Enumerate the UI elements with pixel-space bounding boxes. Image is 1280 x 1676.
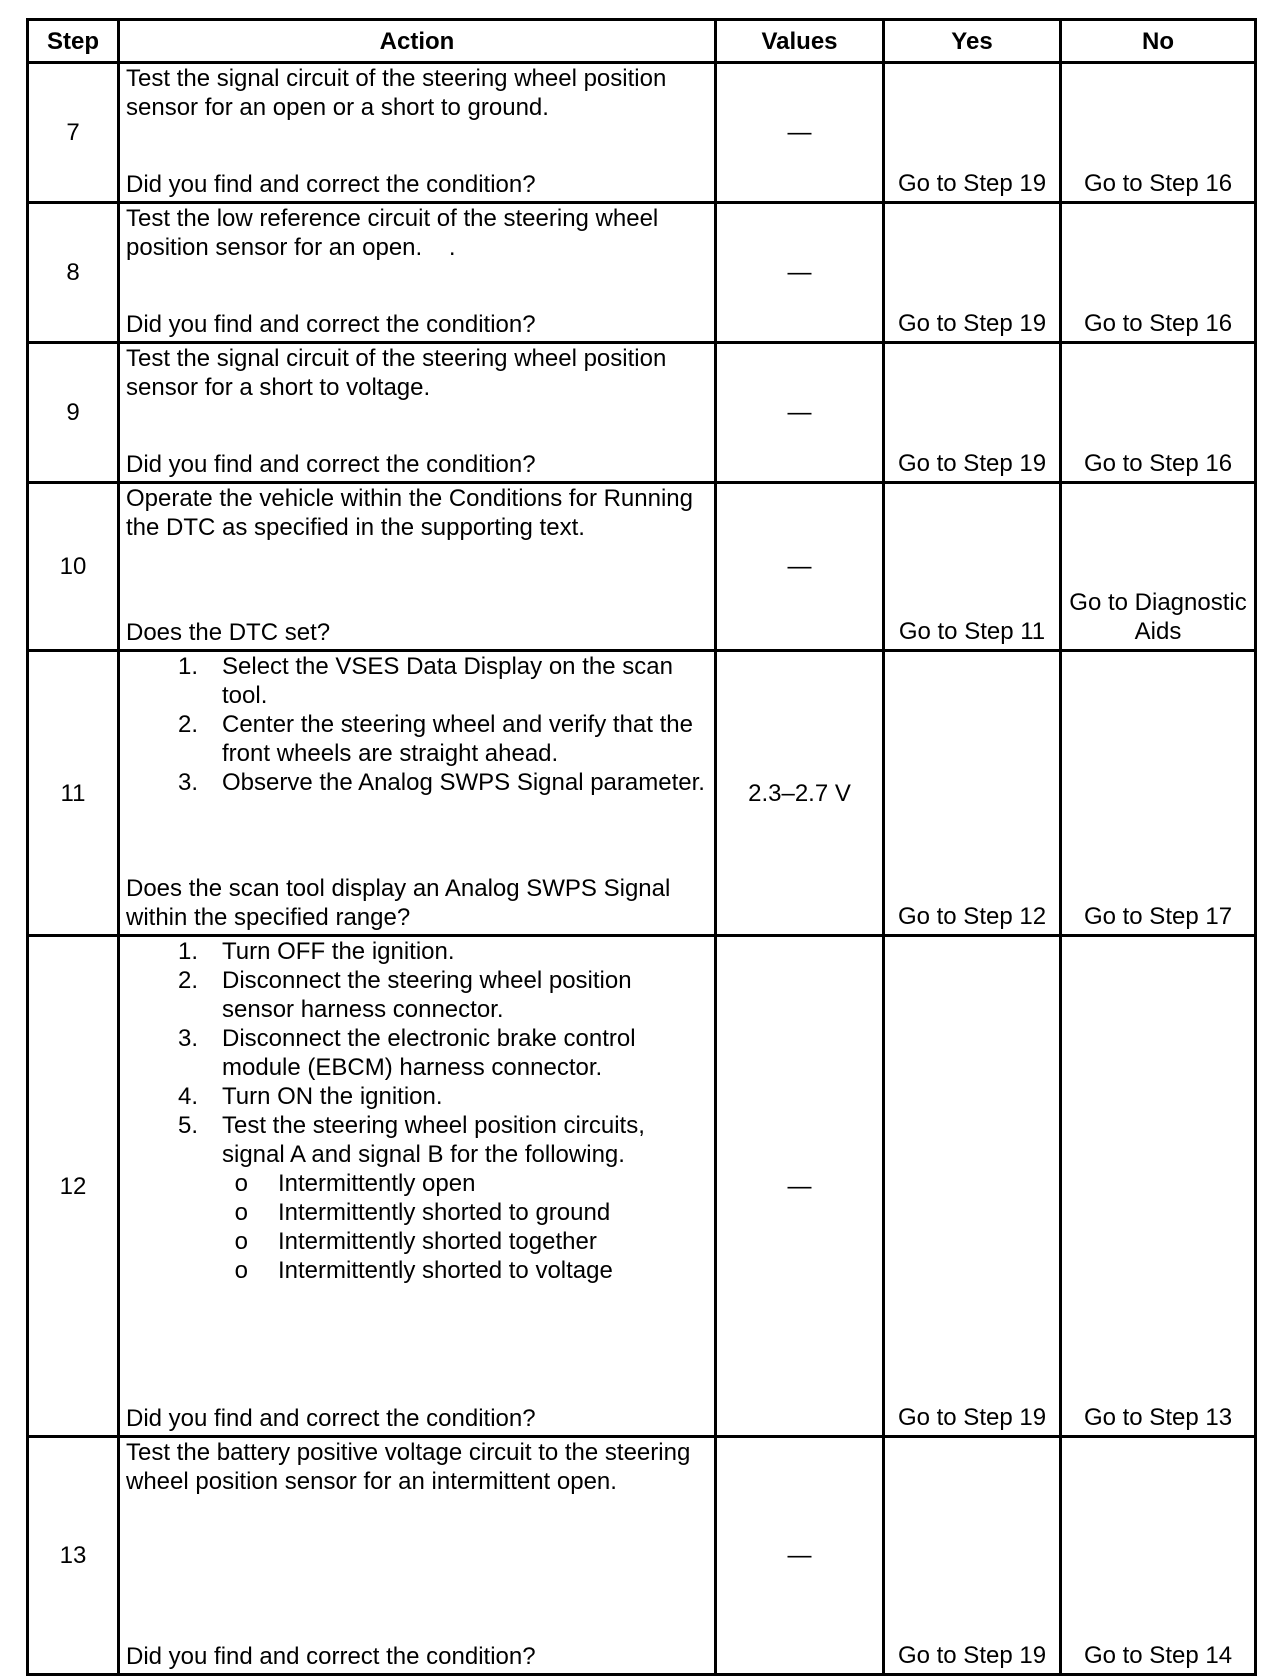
no-cell: Go to Step 16 <box>1061 203 1256 343</box>
list-text: Center the steering wheel and verify that the front wheels are straight ahead. <box>222 711 693 767</box>
header-yes: Yes <box>884 20 1061 63</box>
action-question: Did you find and correct the condition? <box>126 311 536 338</box>
list-text: Observe the Analog SWPS Signal parameter. <box>222 769 705 796</box>
bullet-item <box>126 1198 708 1227</box>
yes-cell: Go to Step 12 <box>884 651 1061 936</box>
list-item <box>126 1082 708 1111</box>
bullet-marker: o <box>234 1170 248 1197</box>
step-number: 12 <box>28 936 119 1437</box>
list-text: Disconnect the steering wheel position sensor harness connector. <box>222 967 632 1023</box>
header-step: Step <box>28 20 119 63</box>
yes-cell: Go to Step 19 <box>884 63 1061 203</box>
step-number: 9 <box>28 343 119 483</box>
action-question: Does the DTC set? <box>126 619 331 646</box>
list-number: 1. <box>177 938 198 965</box>
step-number: 7 <box>28 63 119 203</box>
yes-cell: Go to Step 11 <box>884 483 1061 651</box>
list-text: Select the VSES Data Display on the scan tool. <box>222 653 673 709</box>
list-item <box>126 710 708 768</box>
action-cell <box>119 343 716 483</box>
value-cell: — <box>716 63 884 203</box>
bullet-text: Intermittently shorted together <box>278 1228 597 1255</box>
step-number: 8 <box>28 203 119 343</box>
diagnostic-table <box>26 18 1257 1676</box>
list-item <box>126 768 708 797</box>
yes-cell: Go to Step 19 <box>884 343 1061 483</box>
list-item <box>126 652 708 710</box>
bullet-text: Intermittently open <box>278 1170 476 1197</box>
value-cell: — <box>716 483 884 651</box>
action-text: Test the low reference circuit of the steering wheel position sensor for an open. . <box>126 205 665 261</box>
list-item <box>126 1024 708 1082</box>
action-cell <box>119 936 716 1437</box>
list-text: Turn ON the ignition. <box>222 1083 443 1110</box>
action-text: Test the signal circuit of the steering wheel position sensor for an open or a short to ground. <box>126 65 667 121</box>
value-cell: — <box>716 936 884 1437</box>
table-row <box>28 651 1256 936</box>
bullet-item <box>126 1169 708 1198</box>
bullet-item <box>126 1256 708 1285</box>
step-number: 10 <box>28 483 119 651</box>
no-cell: Go to Step 17 <box>1061 651 1256 936</box>
list-number: 2. <box>177 967 198 994</box>
no-cell: Go to Step 13 <box>1061 936 1256 1437</box>
action-cell <box>119 1437 716 1675</box>
action-cell <box>119 483 716 651</box>
no-cell: Go to Step 14 <box>1061 1437 1256 1675</box>
list-text: Disconnect the electronic brake control module (EBCM) harness connector. <box>222 1025 636 1081</box>
action-text: Test the signal circuit of the steering wheel position sensor for a short to voltage. <box>126 345 667 401</box>
bullet-marker: o <box>234 1257 248 1284</box>
no-cell: Go to Step 16 <box>1061 63 1256 203</box>
value-cell: — <box>716 203 884 343</box>
action-text: Operate the vehicle within the Conditions for Running the DTC as specified in the supporting text. <box>126 485 693 541</box>
table-row <box>28 936 1256 1437</box>
action-question: Did you find and correct the condition? <box>126 451 536 478</box>
action-question: Does the scan tool display an Analog SWPS Signal within the specified range? <box>126 875 671 931</box>
bullet-marker: o <box>234 1199 248 1226</box>
bullet-marker: o <box>234 1228 248 1255</box>
list-number: 5. <box>177 1112 198 1139</box>
bullet-list <box>126 1169 708 1285</box>
bullet-item <box>126 1227 708 1256</box>
list-item <box>126 966 708 1024</box>
table-row <box>28 483 1256 651</box>
header-row <box>28 20 1256 63</box>
numbered-list <box>126 652 708 797</box>
bullet-text: Intermittently shorted to ground <box>278 1199 611 1226</box>
header-no: No <box>1061 20 1256 63</box>
table-row <box>28 203 1256 343</box>
header-values: Values <box>716 20 884 63</box>
list-text: Turn OFF the ignition. <box>222 938 455 965</box>
table-row <box>28 63 1256 203</box>
action-cell <box>119 651 716 936</box>
action-question: Did you find and correct the condition? <box>126 1405 536 1432</box>
action-cell <box>119 63 716 203</box>
numbered-list <box>126 937 708 1169</box>
list-number: 2. <box>177 711 198 738</box>
no-cell: Go to Diagnostic Aids <box>1061 483 1256 651</box>
list-item <box>126 937 708 966</box>
list-number: 1. <box>177 653 198 680</box>
action-question: Did you find and correct the condition? <box>126 171 536 198</box>
list-number: 3. <box>177 769 198 796</box>
yes-cell: Go to Step 19 <box>884 936 1061 1437</box>
action-question: Did you find and correct the condition? <box>126 1643 536 1670</box>
table-row <box>28 1437 1256 1675</box>
bullet-text: Intermittently shorted to voltage <box>278 1257 613 1284</box>
list-text: Test the steering wheel position circuits, signal A and signal B for the following. <box>222 1112 645 1168</box>
step-number: 11 <box>28 651 119 936</box>
value-cell: — <box>716 343 884 483</box>
list-number: 4. <box>177 1083 198 1110</box>
list-item <box>126 1111 708 1169</box>
action-text: Test the battery positive voltage circuit to the steering wheel position sensor for an intermittent open. <box>126 1439 691 1495</box>
value-cell: 2.3–2.7 V <box>716 651 884 936</box>
header-action: Action <box>119 20 716 63</box>
yes-cell: Go to Step 19 <box>884 1437 1061 1675</box>
action-cell <box>119 203 716 343</box>
step-number: 13 <box>28 1437 119 1675</box>
no-cell: Go to Step 16 <box>1061 343 1256 483</box>
yes-cell: Go to Step 19 <box>884 203 1061 343</box>
table-row <box>28 343 1256 483</box>
list-number: 3. <box>177 1025 198 1052</box>
value-cell: — <box>716 1437 884 1675</box>
